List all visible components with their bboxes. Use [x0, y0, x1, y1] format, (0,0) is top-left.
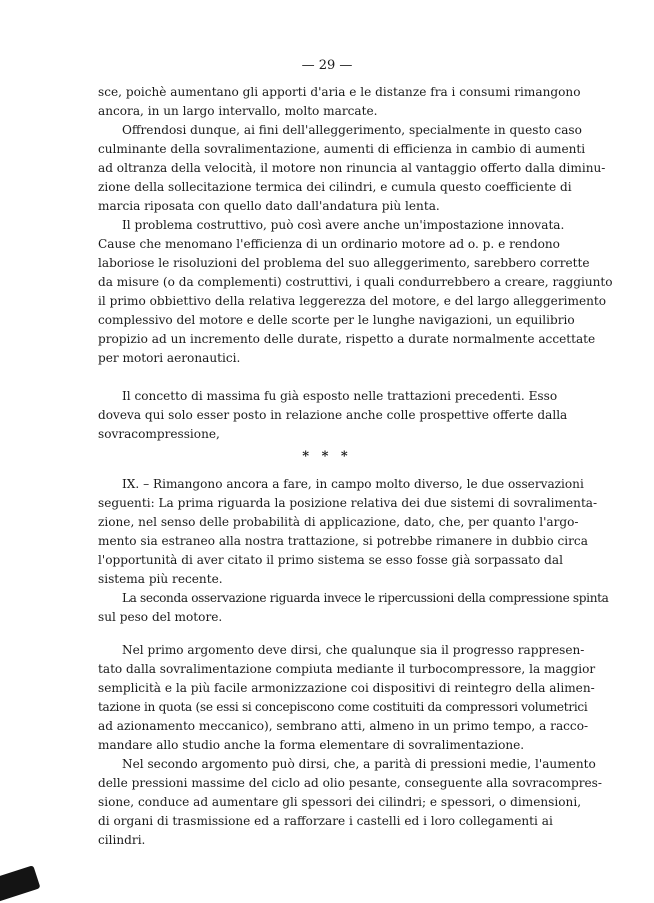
text-line: di organi di trasmissione ed a rafforzare i castelli ed i loro collegamenti ai [98, 814, 553, 828]
text-line: delle pressioni massime del ciclo ad olio pesante, conseguente alla sovracompres- [98, 776, 602, 790]
text-line: La seconda osservazione riguarda invece le ripercussioni della compressione spinta [122, 591, 609, 605]
text-line: tazione in quota (se essi si concepiscono come costituiti da compressori volumetrici [98, 700, 588, 714]
text-line: Offrendosi dunque, ai fini dell'alleggerimento, specialmente in questo caso [122, 123, 582, 137]
text-line: laboriose le risoluzioni del problema del suo alleggerimento, sarebbero corrette [98, 256, 590, 270]
text-line: mento sia estraneo alla nostra trattazione, si potrebbe rimanere in dubbio circa [98, 534, 588, 548]
text-line: sione, conduce ad aumentare gli spessori dei cilindri; e spessori, o dimensioni, [98, 795, 582, 809]
text-line: mandare allo studio anche la forma elementare di sovralimentazione. [98, 738, 525, 752]
text-line: Cause che menomano l'efficienza di un ordinario motore ad o. p. e rendono [98, 237, 560, 251]
text-line: ad oltranza della velocità, il motore non rinuncia al vantaggio offerto dalla diminu- [98, 161, 606, 175]
text-line: Il concetto di massima fu già esposto nelle trattazioni precedenti. Esso [122, 389, 558, 403]
text-line: IX. – Rimangono ancora a fare, in campo molto diverso, le due osservazioni [122, 477, 584, 491]
text-line: zione, nel senso delle probabilità di applicazione, dato, che, per quanto l'argo- [98, 515, 579, 529]
text-line: zione della sollecitazione termica dei cilindri, e cumula questo coefficiente di [98, 180, 572, 194]
text-line: Nel secondo argomento può dirsi, che, a parità di pressioni medie, l'aumento [122, 757, 596, 771]
text-line: sce, poichè aumentano gli apporti d'aria e le distanze fra i consumi rimangono [98, 85, 581, 99]
text-line: l'opportunità di aver citato il primo sistema se esso fosse già sorpassato dal [98, 553, 563, 567]
text-line: sul peso del motore. [98, 610, 223, 624]
text-line: sistema più recente. [98, 572, 223, 586]
text-line: il primo obbiettivo della relativa leggerezza del motore, e del largo alleggerimento [98, 294, 607, 308]
text-line: sovracompressione, [98, 427, 220, 441]
text-line: propizio ad un incremento delle durate, rispetto a durate normalmente accettate [98, 332, 596, 346]
text-line: semplicità e la più facile armonizzazione coi dispositivi di reintegro della alimen- [98, 681, 595, 695]
section-separator: * * * [302, 449, 352, 464]
text-line: cilindri. [98, 833, 146, 847]
text-line: complessivo del motore e delle scorte per le lunghe navigazioni, un equilibrio [98, 313, 575, 327]
text-line: per motori aeronautici. [98, 351, 241, 365]
text-line: Il problema costruttivo, può così avere anche un'impostazione innovata. [122, 218, 565, 232]
text-line: marcia riposata con quello dato dall'andatura più lenta. [98, 199, 440, 213]
text-line: da misure (o da complementi) costruttivi, i quali condurrebbero a creare, raggiunto [98, 275, 613, 289]
text-line: Nel primo argomento deve dirsi, che qualunque sia il progresso rappresen- [122, 643, 585, 657]
text-line: tato dalla sovralimentazione compiuta mediante il turbocompressore, la maggior [98, 662, 596, 676]
scan-smudge [0, 865, 41, 903]
text-line: doveva qui solo esser posto in relazione anche colle prospettive offerte dalla [98, 408, 568, 422]
text-line: ad azionamento meccanico), sembrano atti, almeno in un primo tempo, a racco- [98, 719, 589, 733]
text-line: seguenti: La prima riguarda la posizione relativa dei due sistemi di sovralimenta- [98, 496, 598, 510]
page-number: — 29 — [301, 58, 353, 73]
text-line: culminante della sovralimentazione, aumenti di efficienza in cambio di aumenti [98, 142, 586, 156]
text-line: ancora, in un largo intervallo, molto marcate. [98, 104, 378, 118]
